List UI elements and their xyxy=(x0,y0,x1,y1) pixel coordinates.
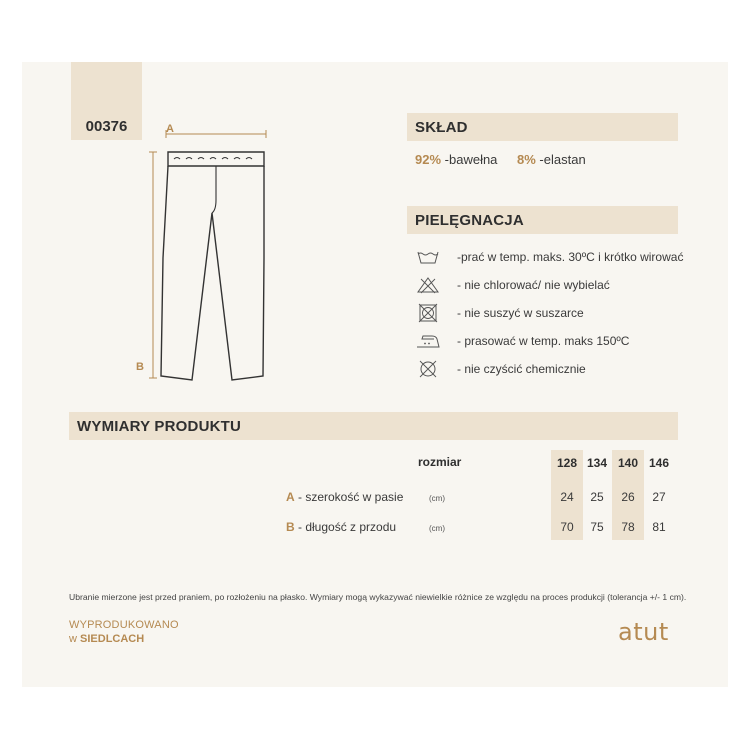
no-tumble-dry-icon xyxy=(415,303,441,323)
table-cell: 25 xyxy=(590,490,604,504)
care-item xyxy=(415,247,683,267)
composition-item xyxy=(415,152,497,167)
made-in-prefix: w xyxy=(69,633,77,645)
care-text: - nie suszyć w suszarce xyxy=(457,306,584,320)
dimensions-title: WYMIARY PRODUKTU xyxy=(69,412,678,440)
row-letter: B xyxy=(286,520,295,534)
no-dry-clean-icon xyxy=(415,359,441,379)
care-text: - nie czyścić chemicznie xyxy=(457,362,586,376)
composition-title: SKŁAD xyxy=(407,113,678,141)
dimension-a-label: A xyxy=(166,123,174,135)
table-cell: 26 xyxy=(621,490,635,504)
pants-outline xyxy=(161,166,264,380)
composition-item xyxy=(517,152,586,167)
measurement-note: Ubranie mierzone jest przed praniem, po rozłożeniu na płasko. Wymiary mogą wykazywać niewielkie różnice ze względu na proces produkcji (tolerancja +/- 1 cm). xyxy=(69,592,687,602)
dimension-b-label: B xyxy=(136,361,144,373)
composition-percent: 92% xyxy=(415,152,442,167)
table-cell: 27 xyxy=(652,490,666,504)
wash-30-icon xyxy=(415,247,441,267)
size-header-label: rozmiar xyxy=(418,455,462,469)
table-cell: 75 xyxy=(590,520,604,534)
iron-150-icon xyxy=(415,331,441,351)
table-cell: 70 xyxy=(560,520,574,534)
size-header: 140 xyxy=(617,456,639,470)
care-text: - nie chlorować/ nie wybielać xyxy=(457,278,610,292)
made-in-label: WYPRODUKOWANO xyxy=(69,619,179,631)
size-header: 128 xyxy=(556,456,578,470)
table-cell: 81 xyxy=(652,520,666,534)
no-bleach-icon xyxy=(415,275,441,295)
care-text: -prać w temp. maks. 30ºC i krótko wirować xyxy=(457,250,684,264)
care-text: - prasować w temp. maks 150ºC xyxy=(457,334,630,348)
composition-percent: 8% xyxy=(517,152,536,167)
brand-logo: atut xyxy=(618,618,669,646)
code-tab-decor xyxy=(71,62,142,112)
care-title: PIELĘGNACJA xyxy=(407,206,678,234)
care-item xyxy=(415,359,586,379)
care-item xyxy=(415,303,584,323)
size-header: 134 xyxy=(586,456,608,470)
unit-label: (cm) xyxy=(429,524,445,533)
composition-material: -elastan xyxy=(539,152,586,167)
care-item xyxy=(415,331,629,351)
size-header: 146 xyxy=(648,456,670,470)
composition-material: -bawełna xyxy=(444,152,498,167)
made-in-city xyxy=(69,633,144,645)
pants-diagram xyxy=(130,118,280,388)
row-letter: A xyxy=(286,490,295,504)
row-label: - szerokość w pasie xyxy=(298,490,404,504)
table-cell: 78 xyxy=(621,520,635,534)
table-cell: 24 xyxy=(560,490,574,504)
care-item xyxy=(415,275,610,295)
unit-label: (cm) xyxy=(429,494,445,503)
made-in-city-name: SIEDLCACH xyxy=(80,633,145,645)
row-label: - długość z przodu xyxy=(298,520,397,534)
product-code: 00376 xyxy=(71,112,142,140)
